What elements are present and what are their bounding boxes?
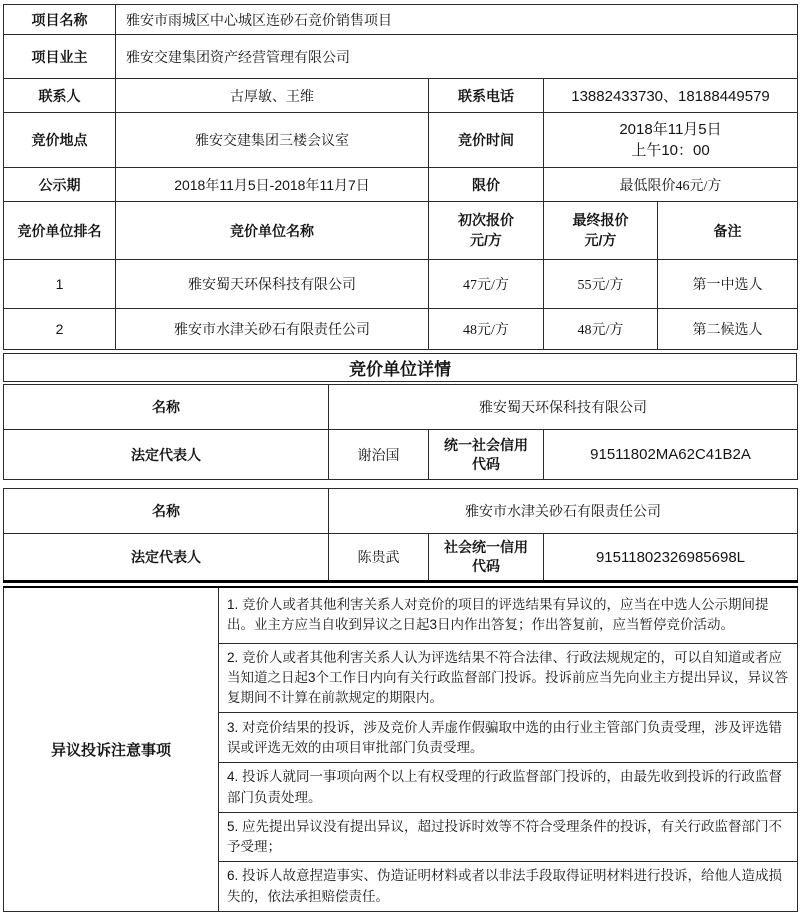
notice-item-6: 6. 投诉人故意捏造事实、伪造证明材料或者以非法手段取得证明材料进行投诉，给他人造成损失的，依法承担赔偿责任。 (219, 862, 798, 912)
project-owner-row (4, 35, 798, 79)
phone-label: 联系电话 (429, 79, 544, 113)
bid-first-price-2: 48元/方 (429, 309, 544, 350)
bid-rank-2: 2 (4, 309, 116, 350)
company2-name-row (4, 489, 798, 534)
company1-code-value: 91511802MA62C41B2A (544, 430, 798, 480)
bid-name-header: 竞价单位名称 (116, 202, 429, 260)
details-title-row (4, 354, 797, 382)
project-owner-label: 项目业主 (4, 35, 116, 79)
bid-first-price-1: 47元/方 (429, 260, 544, 309)
bid-remark-header: 备注 (658, 202, 798, 260)
publicity-period-label: 公示期 (4, 168, 116, 202)
bid-rank-1: 1 (4, 260, 116, 309)
auction-time-date: 2018年11月5日 (619, 121, 722, 138)
bid-final-price-header-line1: 最终报价 (572, 211, 629, 228)
company2-details-table (3, 488, 798, 583)
company2-code-value: 91511802326985698L (544, 534, 798, 582)
bid-final-price-1: 55元/方 (544, 260, 658, 309)
bid-final-price-header (544, 202, 658, 260)
notice-item-1: 1. 竞价人或者其他利害关系人对竞价的项目的评选结果有异议的，应当在中选人公示期间提出。业主方应当自收到异议之日起3日内作出答复；作出答复前，应当暂停竞价活动。 (219, 587, 798, 643)
bid-first-price-header-line1: 初次报价 (458, 211, 514, 228)
bid-rank-header: 竞价单位排名 (4, 202, 116, 260)
company1-code-label (429, 430, 544, 480)
bid-row-1 (4, 260, 798, 309)
bid-header-row (4, 202, 798, 260)
company2-code-label (429, 534, 544, 582)
project-info-table (3, 4, 798, 350)
company1-name-label: 名称 (4, 385, 329, 430)
company2-rep-row (4, 534, 798, 582)
notice-item-3: 3. 对竞价结果的投诉，涉及竞价人弄虚作假骗取中选的由行业主管部门负责受理，涉及评选错误或评选无效的由项目审批部门负责受理。 (219, 713, 798, 763)
publicity-period-value: 2018年11月5日-2018年11月7日 (116, 168, 429, 202)
bid-row-2 (4, 309, 798, 350)
phone-value: 13882433730、18188449579 (544, 79, 798, 113)
auction-location-value: 雅安交建集团三楼会议室 (116, 113, 429, 168)
auction-location-label: 竞价地点 (4, 113, 116, 168)
notice-item-5: 5. 应先提出异议没有提出异议，超过投诉时效等不符合受理条件的投诉，有关行政监督部门不予受理； (219, 812, 798, 862)
company1-name-row (4, 385, 798, 430)
notice-item-2: 2. 竞价人或者其他利害关系人认为评选结果不符合法律、行政法规规定的，可以自知道或者应当知道之日起3个工作日内向有关行政监督部门投诉。投诉前应当先向业主方提出异议，异议答复期间不计算在前款规定的期限内。 (219, 643, 798, 713)
bid-final-price-header-line2: 元/方 (584, 231, 617, 248)
company1-rep-label: 法定代表人 (4, 430, 329, 480)
bid-first-price-header-line2: 元/方 (470, 231, 502, 248)
company1-rep-row (4, 430, 798, 480)
company2-code-label-text: 社会统一信用代码 (444, 539, 528, 574)
project-owner-value: 雅安交建集团资产经营管理有限公司 (116, 35, 798, 79)
bid-final-price-2: 48元/方 (544, 309, 658, 350)
company1-name-value: 雅安蜀天环保科技有限公司 (329, 385, 798, 430)
company2-name-value: 雅安市水津关砂石有限责任公司 (329, 489, 798, 534)
details-section-title: 竞价单位详情 (4, 354, 797, 382)
auction-time-hour: 上午10：00 (631, 142, 710, 159)
company2-rep-label: 法定代表人 (4, 534, 329, 582)
company2-name-label: 名称 (4, 489, 329, 534)
notice-item-4: 4. 投诉人就同一事项向两个以上有权受理的行政监督部门投诉的，由最先收到投诉的行政监督部门负责处理。 (219, 763, 798, 813)
bid-company-1: 雅安蜀天环保科技有限公司 (116, 260, 429, 309)
notice-row-1 (4, 587, 798, 643)
bid-company-2: 雅安市水津关砂石有限责任公司 (116, 309, 429, 350)
notices-section-label: 异议投诉注意事项 (4, 587, 219, 911)
company1-code-label-text: 统一社会信用代码 (444, 436, 528, 472)
price-limit-label: 限价 (429, 168, 544, 202)
company1-details-table (3, 384, 798, 480)
company1-rep-value: 谢治国 (329, 430, 429, 480)
company2-rep-value: 陈贵武 (329, 534, 429, 582)
publicity-row (4, 168, 798, 202)
bid-first-price-header (429, 202, 544, 260)
bid-remark-2: 第二候选人 (658, 309, 798, 350)
project-name-value: 雅安市雨城区中心城区连砂石竞价销售项目 (116, 5, 798, 35)
project-name-row (4, 5, 798, 35)
price-limit-value: 最低限价46元/方 (544, 168, 798, 202)
contact-row (4, 79, 798, 113)
contact-value: 古厚敏、王维 (116, 79, 429, 113)
auction-time-value (544, 113, 798, 168)
location-row (4, 113, 798, 168)
details-title-table (3, 353, 797, 382)
notices-table (3, 586, 798, 912)
auction-time-label: 竞价时间 (429, 113, 544, 168)
bid-remark-1: 第一中选人 (658, 260, 798, 309)
project-name-label: 项目名称 (4, 5, 116, 35)
contact-label: 联系人 (4, 79, 116, 113)
